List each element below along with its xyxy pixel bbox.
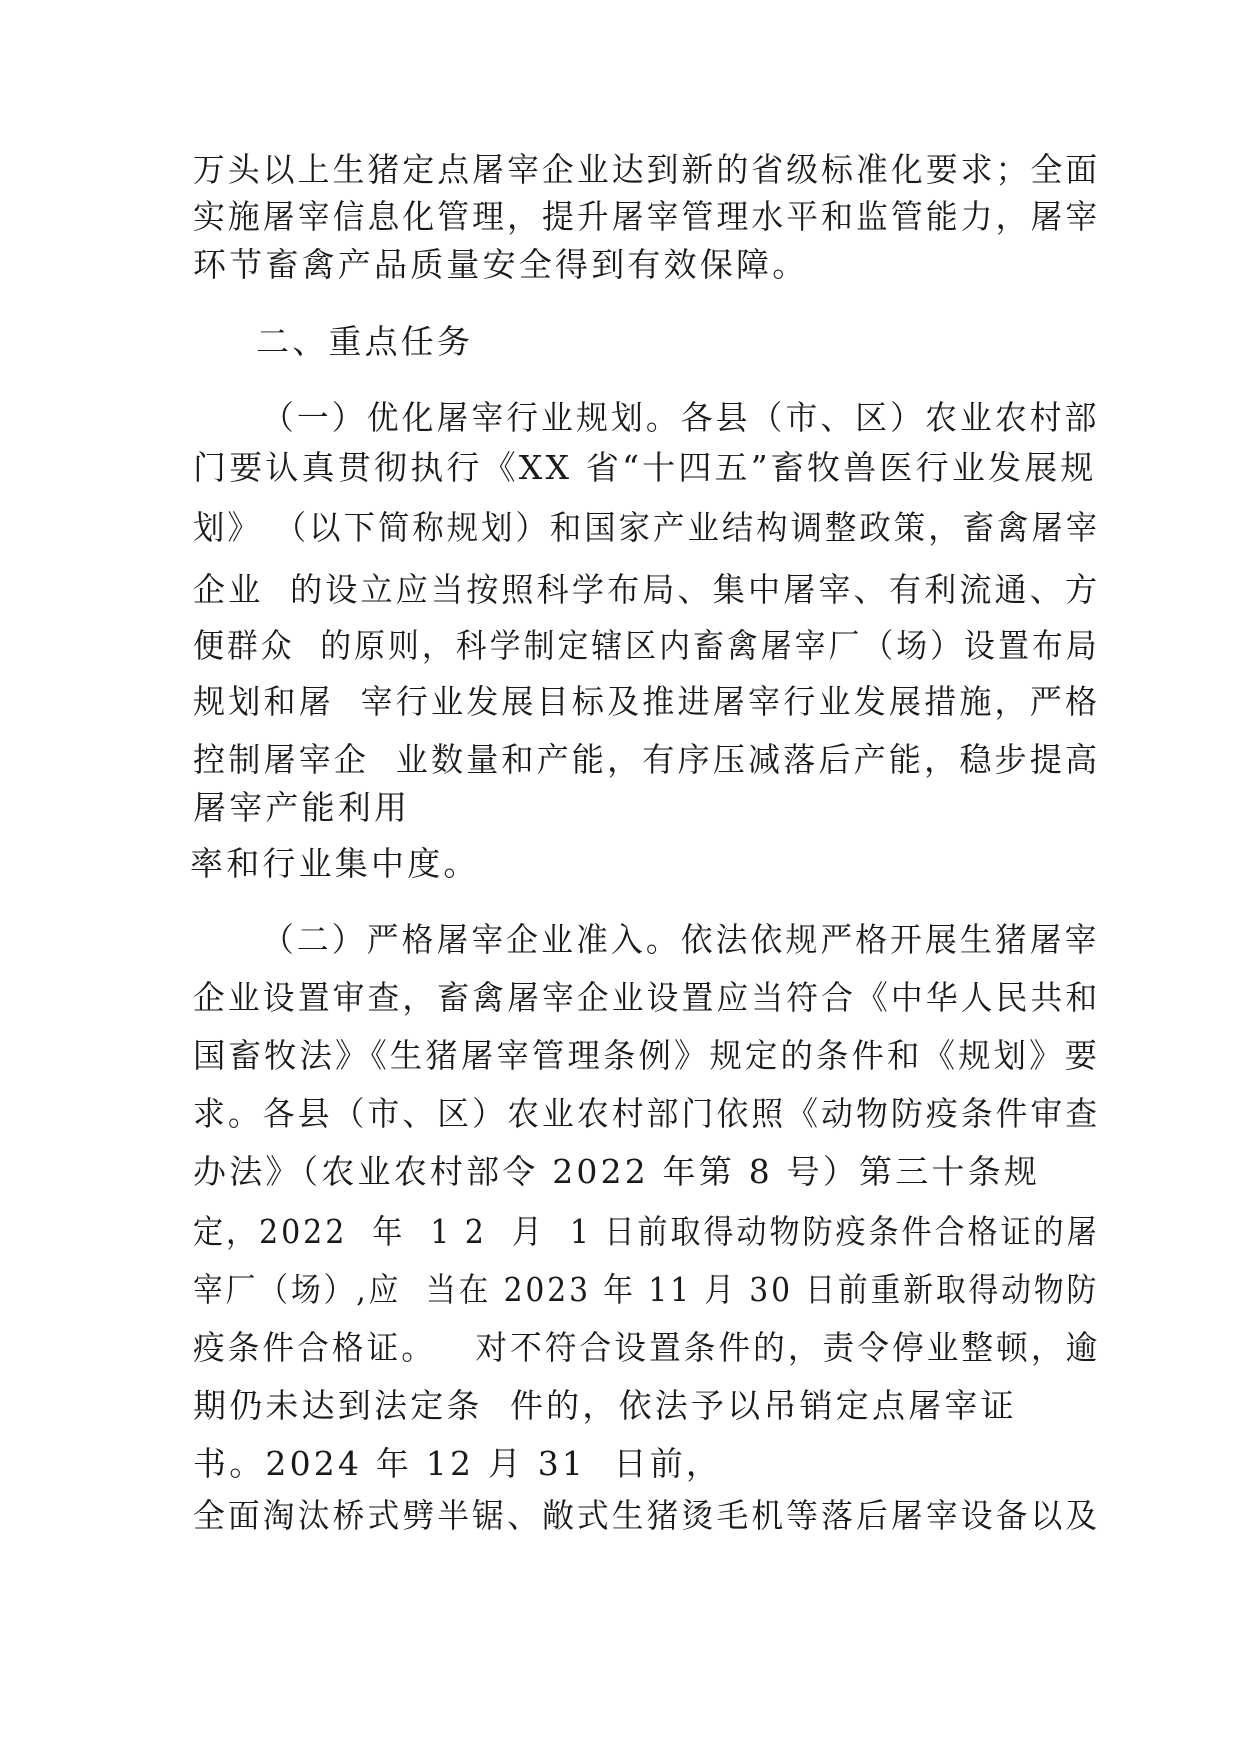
text-line: 办法》（农业农村部令 2022 年第 8 号）第三十条规 — [193, 1152, 1041, 1191]
text-line: 便群众 的原则，科学制定辖区内畜禽屠宰厂（场）设置布局 — [193, 626, 1100, 665]
text-line: 率和行业集中度。 — [190, 844, 480, 883]
text-line: 期仍未达到法定条 件的，依法予以吊销定点屠宰证 — [193, 1386, 1017, 1425]
text-line: 疫条件合格证。 对不符合设置条件的，责令停业整顿，逾 — [193, 1328, 1101, 1367]
text-line: 书。2024 年 12 月 31 日前， — [193, 1444, 723, 1483]
text-line: （一）优化屠宰行业规划。各县（市、区）农业农村部 — [262, 398, 1100, 437]
text-line: 万头以上生猪定点屠宰企业达到新的省级标准化要求；全面 — [193, 150, 1101, 189]
text-line: 企业设置审查，畜禽屠宰企业设置应当符合《中华人民共和 — [193, 978, 1101, 1017]
text-line: 划》 （以下简称规划）和国家产业结构调整政策，畜禽屠宰 — [193, 508, 1101, 547]
text-line: 环节畜禽产品质量安全得到有效保障。 — [193, 245, 809, 284]
text-line: 实施屠宰信息化管理，提升屠宰管理水平和监管能力，屠宰 — [193, 197, 1101, 236]
text-line: 求。各县（市、区）农业农村部门依照《动物防疫条件审查 — [193, 1094, 1101, 1133]
text-line: 国畜牧法》《生猪屠宰管理条例》规定的条件和《规划》要 — [193, 1036, 1101, 1075]
text-line: 定，2022 年 1 2 月 1 日前取得动物防疫条件合格证的屠 — [193, 1212, 1100, 1251]
text-line: 门要认真贯彻执行《XX 省“十四五”畜牧兽医行业发展规 — [193, 448, 1097, 487]
text-line: （二）严格屠宰企业准入。依法依规严格开展生猪屠宰 — [262, 920, 1100, 959]
text-line: 屠宰产能利用 — [193, 788, 411, 827]
text-line: 控制屠宰企 业数量和产能，有序压减落后产能，稳步提高 — [193, 740, 1101, 779]
text-line: 宰厂（场）,应 当在 2023 年 11 月 30 日前重新取得动物防 — [193, 1270, 1100, 1309]
section-heading: 二、重点任务 — [256, 322, 474, 361]
text-line: 全面淘汰桥式劈半锯、敞式生猪烫毛机等落后屠宰设备以及 — [193, 1496, 1101, 1535]
text-line: 规划和屠 宰行业发展目标及推进屠宰行业发展措施，严格 — [193, 682, 1101, 721]
text-line: 企业 的设立应当按照科学布局、集中屠宰、有利流通、方 — [193, 570, 1101, 609]
